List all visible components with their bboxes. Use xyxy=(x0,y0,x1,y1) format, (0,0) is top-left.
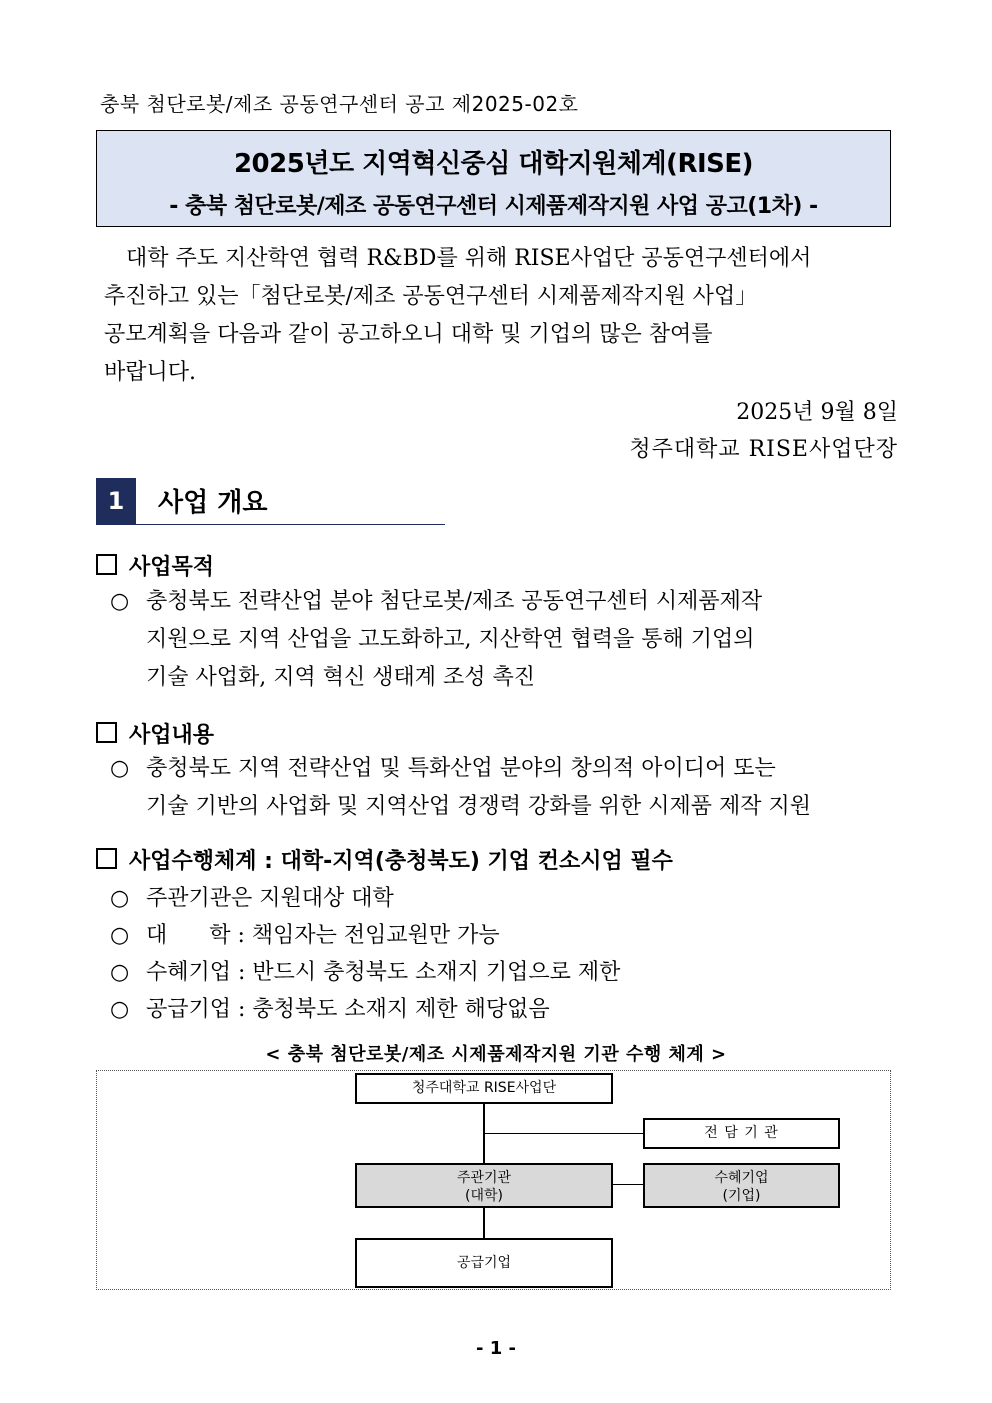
purpose-text xyxy=(146,583,898,697)
content-heading-text: 사업내용 xyxy=(129,723,215,748)
org-diagram xyxy=(96,1070,891,1290)
checkbox-square-icon xyxy=(96,848,117,869)
checkbox-square-icon xyxy=(96,554,117,575)
connector-line xyxy=(612,1184,643,1185)
page-number: - 1 - xyxy=(476,1338,516,1359)
circle-bullet-icon: ○ xyxy=(110,589,130,614)
node-lead-sub: (대학) xyxy=(465,1188,503,1204)
system-heading xyxy=(96,844,673,875)
purpose-heading xyxy=(96,550,214,581)
node-supplier xyxy=(355,1238,613,1288)
node-lead-label: 주관기관 xyxy=(456,1170,512,1186)
system-item xyxy=(110,881,394,912)
notice-number: 충북 첨단로봇/제조 공동연구센터 공고 제2025-02호 xyxy=(100,92,579,116)
sub-title: - 충북 첨단로봇/제조 공동연구센터 시제품제작지원 사업 공고(1차) - xyxy=(169,194,818,219)
content-heading xyxy=(96,718,214,749)
system-item xyxy=(110,955,620,986)
intro-line: 바랍니다. xyxy=(104,360,197,385)
node-rise xyxy=(355,1073,613,1104)
purpose-line: 기술 사업화, 지역 혁신 생태계 조성 촉진 xyxy=(146,665,535,690)
node-agency-label: 전 담 기 관 xyxy=(704,1125,779,1141)
node-beneficiary xyxy=(643,1163,840,1208)
intro-paragraph xyxy=(104,240,894,392)
system-item xyxy=(110,918,500,949)
system-item-text: 대 학 : 책임자는 전임교원만 가능 xyxy=(146,923,500,948)
node-supplier-label: 공급기업 xyxy=(456,1255,512,1271)
system-heading-text: 사업수행체계 : 대학-지역(충청북도) 기업 컨소시엄 필수 xyxy=(129,849,673,874)
circle-bullet-icon: ○ xyxy=(110,923,130,948)
system-item xyxy=(110,992,550,1023)
section-underline xyxy=(136,524,445,525)
intro-line: 추진하고 있는「첨단로봇/제조 공동연구센터 시제품제작지원 사업」 xyxy=(104,284,758,309)
connector-line xyxy=(483,1208,485,1238)
purpose-heading-text: 사업목적 xyxy=(129,555,215,580)
circle-bullet-icon: ○ xyxy=(110,960,130,985)
content-text xyxy=(146,750,898,826)
checkbox-square-icon xyxy=(96,722,117,743)
connector-line xyxy=(483,1133,643,1134)
node-beneficiary-label: 수혜기업 xyxy=(714,1170,769,1186)
notice-date: 2025년 9월 8일 xyxy=(736,400,898,425)
system-item-text: 주관기관은 지원대상 대학 xyxy=(146,886,394,911)
system-item-text: 공급기업 : 충청북도 소재지 제한 해당없음 xyxy=(146,997,550,1022)
content-line: 충청북도 지역 전략산업 및 특화산업 분야의 창의적 아이디어 또는 xyxy=(146,756,776,781)
section-title: 사업 개요 xyxy=(158,488,268,518)
signer: 청주대학교 RISE사업단장 xyxy=(629,437,898,462)
intro-line: 공모계획을 다음과 같이 공고하오니 대학 및 기업의 많은 참여를 xyxy=(104,322,713,347)
node-rise-label: 청주대학교 RISE사업단 xyxy=(411,1080,557,1096)
circle-bullet-icon: ○ xyxy=(110,997,130,1022)
diagram-caption: < 충북 첨단로봇/제조 시제품제작지원 기관 수행 체계 > xyxy=(265,1044,727,1065)
section-number: 1 xyxy=(96,478,136,525)
purpose-line: 충청북도 전략산업 분야 첨단로봇/제조 공동연구센터 시제품제작 xyxy=(146,589,763,614)
node-agency xyxy=(643,1118,840,1149)
connector-line xyxy=(483,1104,485,1164)
intro-line: 대학 주도 지산학연 협력 R&BD를 위해 RISE사업단 공동연구센터에서 xyxy=(126,246,812,271)
node-beneficiary-sub: (기업) xyxy=(722,1188,761,1204)
purpose-line: 지원으로 지역 산업을 고도화하고, 지산학연 협력을 통해 기업의 xyxy=(146,627,755,652)
main-title: 2025년도 지역혁신중심 대학지원체계(RISE) xyxy=(233,149,754,179)
title-box xyxy=(96,130,891,227)
content-line: 기술 기반의 사업화 및 지역산업 경쟁력 강화를 위한 시제품 제작 지원 xyxy=(146,794,811,819)
circle-bullet-icon: ○ xyxy=(110,756,130,781)
system-item-text: 수혜기업 : 반드시 충청북도 소재지 기업으로 제한 xyxy=(146,960,621,985)
node-lead xyxy=(355,1163,613,1208)
circle-bullet-icon: ○ xyxy=(110,886,130,911)
